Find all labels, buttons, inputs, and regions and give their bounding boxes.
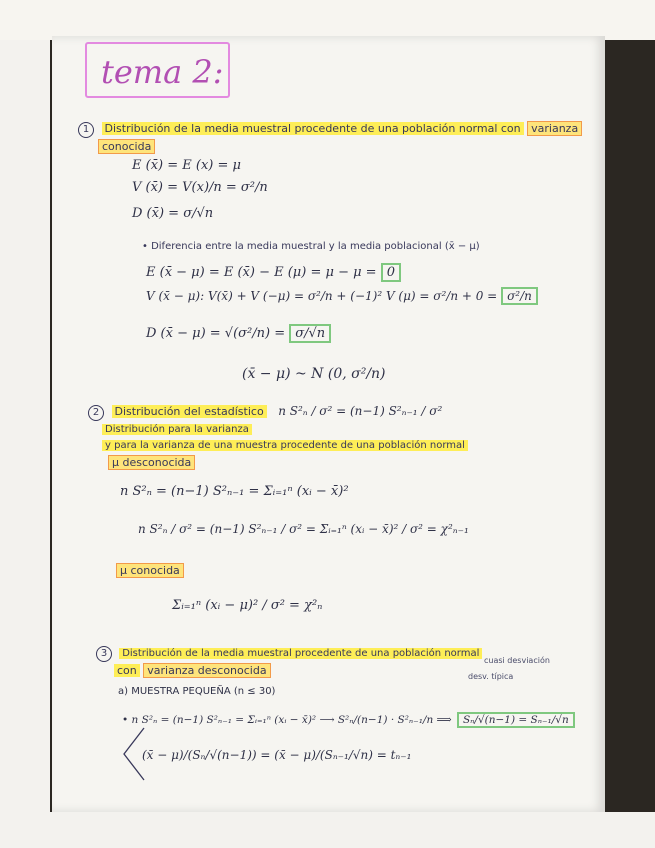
- s1-eq-diff-deviation-text: D (x̄ − μ) = √(σ²/n) =: [146, 326, 286, 341]
- section-1-heading: [78, 122, 582, 138]
- s3-bracket-icon: [118, 724, 148, 784]
- section-2-heading-text: Distribución del estadístico: [112, 405, 267, 418]
- s1-result-deviation-box: σ/√n: [289, 324, 331, 343]
- s1-eq-diff-expectation-text: E (x̄ − μ) = E (x̄) − E (μ) = μ − μ =: [146, 265, 377, 280]
- section-2-tag-unknown-text: μ desconocida: [108, 455, 195, 470]
- section-3-heading-text: Distribución de la media muestral procedente de una población normal: [119, 648, 482, 659]
- section-3-heading-con: con: [114, 664, 140, 677]
- section-2-line3: [102, 440, 468, 451]
- s1-eq-diff-variance: [146, 287, 538, 305]
- section-3-heading-line2: [114, 664, 271, 677]
- section-1-heading-text: Distribución de la media muestral procedente de una población normal con: [102, 122, 524, 135]
- section-1-number: 1: [78, 122, 94, 138]
- s3-eq-sample-variance: [122, 712, 575, 728]
- section-2-tag-unknown: [108, 456, 195, 469]
- section-2-tag-known-text: μ conocida: [116, 563, 184, 578]
- section-2-statistic: n S²ₙ / σ² = (n−1) S²ₙ₋₁ / σ²: [278, 404, 443, 418]
- section-1-heading-line2: [98, 140, 155, 153]
- s1-result-variance-box: σ²/n: [501, 287, 538, 305]
- notebook-page: [52, 36, 605, 812]
- s3-eq-t-distribution: (x̄ − μ)/(Sₙ/√(n−1)) = (x̄ − μ)/(Sₙ₋₁/√n) = tₙ₋₁: [142, 748, 412, 762]
- s1-eq-deviation: D (x̄) = σ/√n: [132, 206, 214, 221]
- section-3-heading: [96, 646, 482, 662]
- s3-eq-sample-variance-text: • n S²ₙ = (n−1) S²ₙ₋₁ = Σᵢ₌₁ⁿ (xᵢ − x̄)² ⟶ S²ₙ/(n−1) · S²ₙ₋₁/n ⟹: [122, 714, 452, 726]
- section-2-heading: [88, 404, 442, 421]
- s1-eq-expectation: E (x̄) = E (x) = μ: [132, 158, 241, 173]
- section-2-tag-known: [116, 564, 184, 577]
- background-top: [0, 0, 655, 40]
- s1-eq-diff-deviation: [146, 324, 331, 343]
- section-3-highlight-varianza: varianza desconocida: [143, 663, 270, 678]
- section-2-line2: [102, 424, 252, 435]
- page-title: tema 2:: [85, 42, 230, 98]
- background-bottom: [50, 812, 655, 848]
- section-3-number: 3: [96, 646, 112, 662]
- s3-note-cuasi: cuasi desviación: [484, 656, 550, 665]
- s3-result-box: Sₙ/√(n−1) = Sₙ₋₁/√n: [457, 712, 575, 728]
- s2-eq-chi-square-known: Σᵢ₌₁ⁿ (xᵢ − μ)² / σ² = χ²ₙ: [172, 598, 323, 613]
- s3-note-desv: desv. típica: [468, 672, 514, 681]
- s1-eq-diff-variance-text: V (x̄ − μ): V(x̄) + V (−μ) = σ²/n + (−1)² V (μ) = σ²/n + 0 =: [146, 289, 498, 303]
- section-2-number: 2: [88, 405, 104, 421]
- section-1-highlight-varianza: varianza: [527, 121, 582, 136]
- s1-diff-heading: • Diferencia entre la media muestral y la media poblacional (x̄ − μ): [142, 241, 480, 252]
- s1-eq-distribution: (x̄ − μ) ~ N (0, σ²/n): [242, 366, 386, 382]
- s2-eq-chi-square-unknown: n S²ₙ / σ² = (n−1) S²ₙ₋₁ / σ² = Σᵢ₌₁ⁿ (xᵢ − x̄)² / σ² = χ²ₙ₋₁: [138, 522, 469, 536]
- section-2-line3-text: y para la varianza de una muestra procedente de una población normal: [102, 440, 468, 451]
- s3-subheading: a) MUESTRA PEQUEÑA (n ≤ 30): [118, 686, 276, 697]
- s1-eq-variance: V (x̄) = V(x)/n = σ²/n: [132, 180, 268, 195]
- background-left: [0, 40, 50, 848]
- s1-result-zero-box: 0: [381, 263, 401, 282]
- s1-eq-diff-expectation: [146, 263, 401, 282]
- section-2-line2-text: Distribución para la varianza: [102, 424, 252, 435]
- s2-eq-sum-squares: n S²ₙ = (n−1) S²ₙ₋₁ = Σᵢ₌₁ⁿ (xᵢ − x̄)²: [120, 484, 349, 499]
- section-1-highlight-conocida: conocida: [98, 139, 155, 154]
